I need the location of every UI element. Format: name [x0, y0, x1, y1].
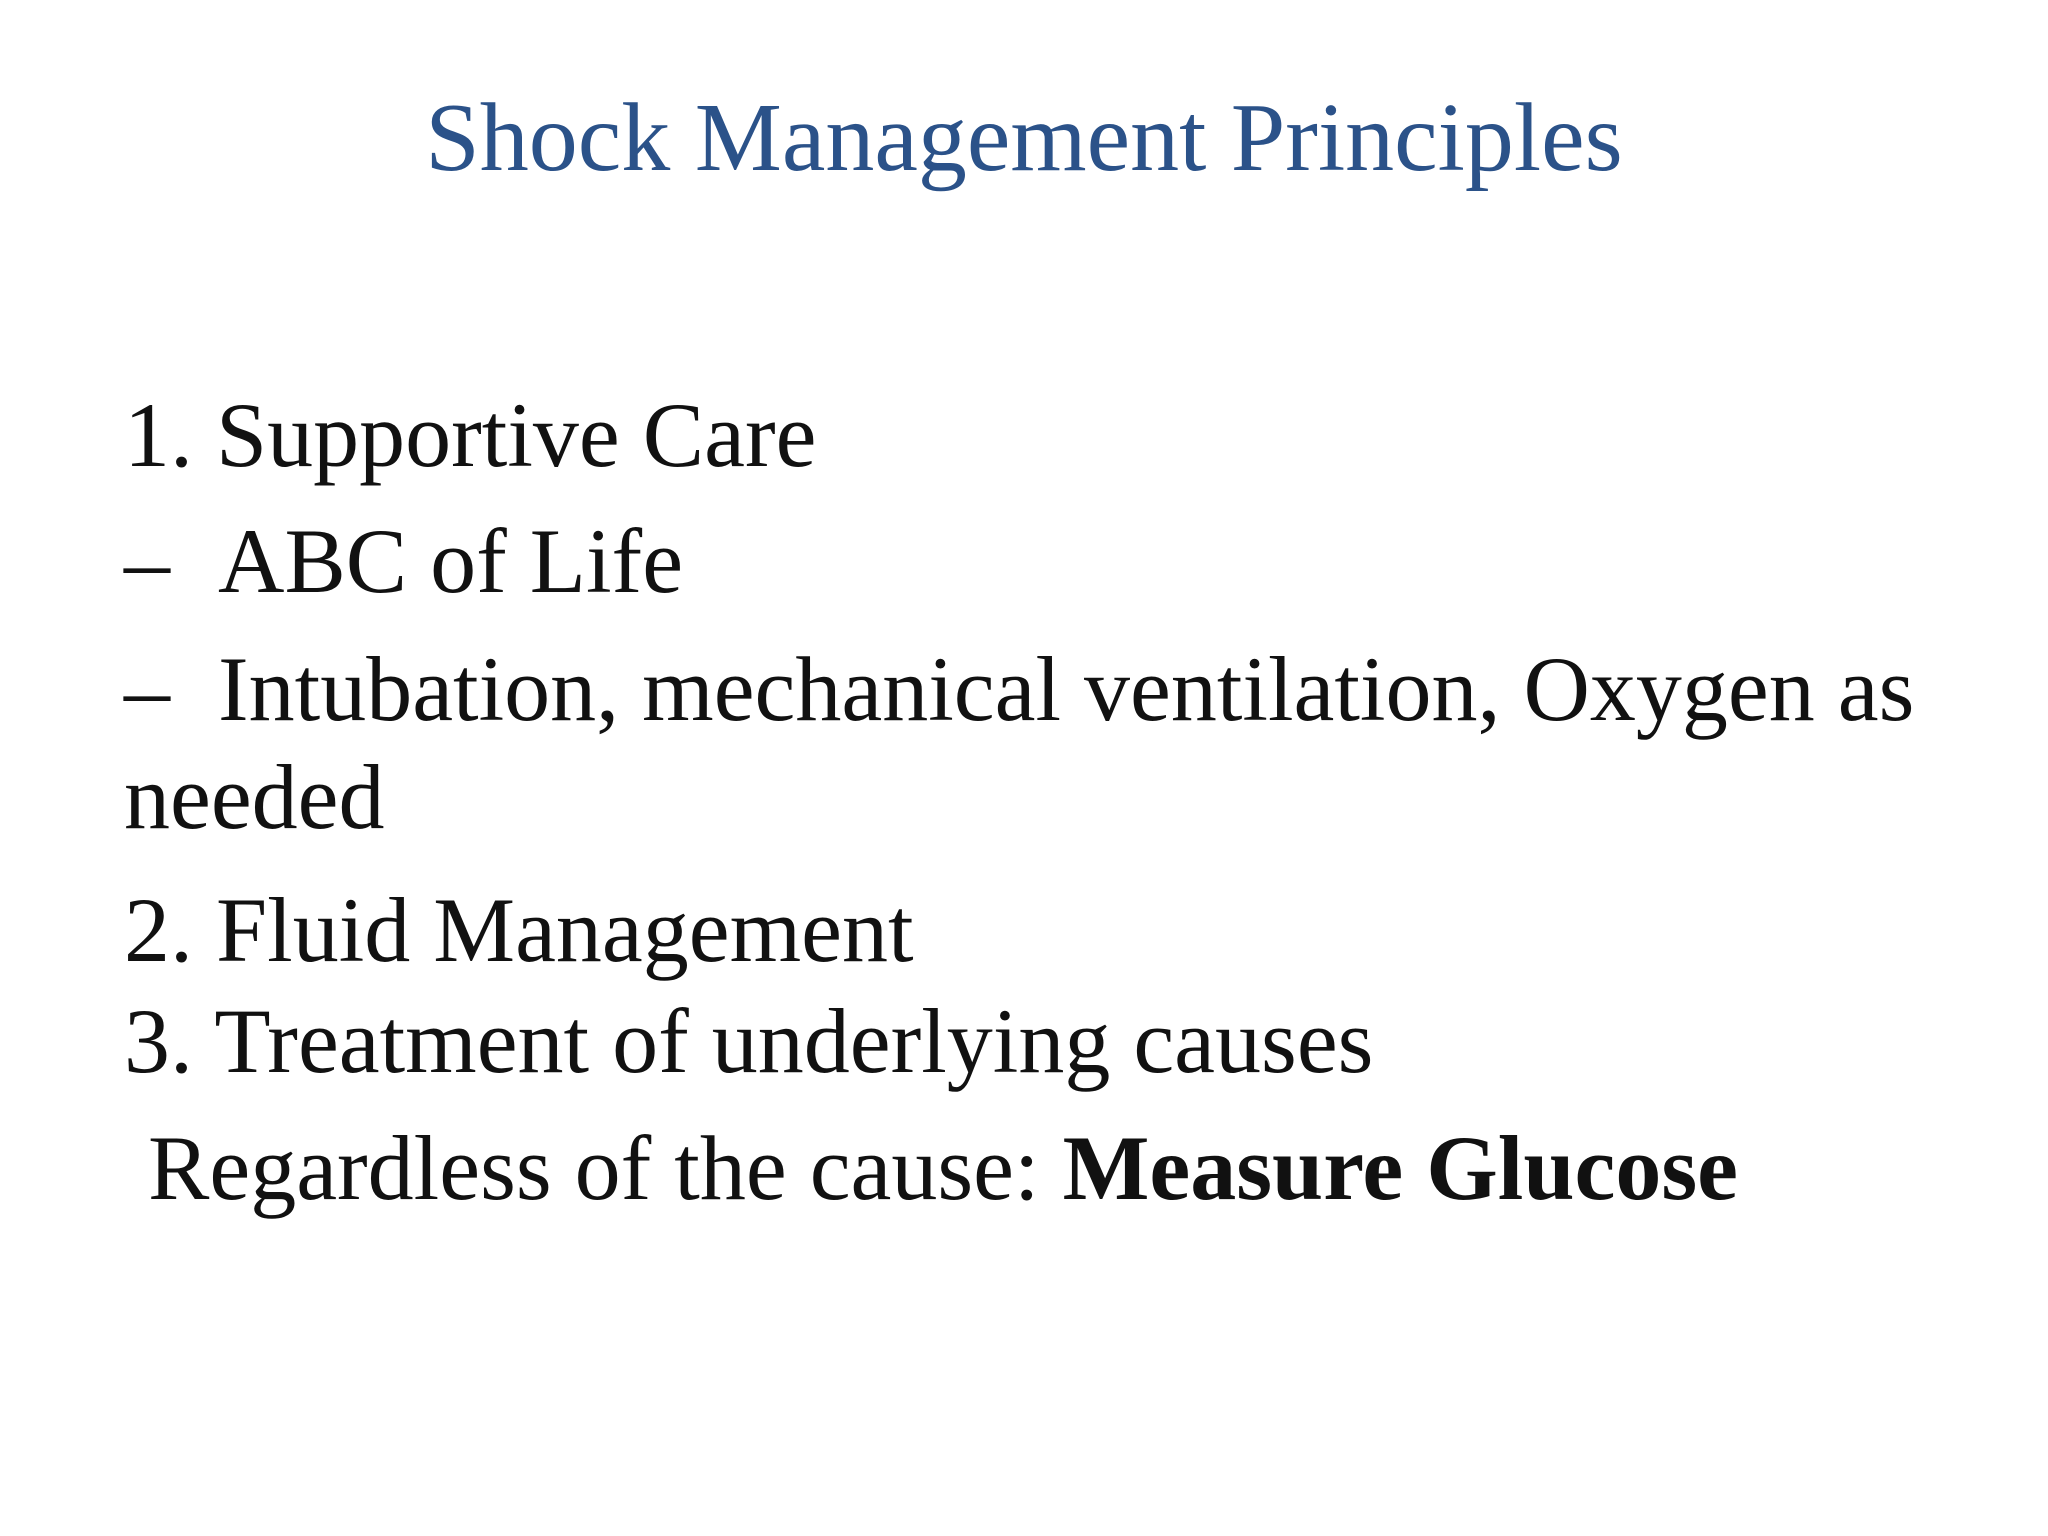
list-item-treatment-causes: 3. Treatment of underlying causes [124, 990, 1374, 1092]
sub-item-intubation [124, 634, 1914, 744]
dash-marker: – [124, 638, 170, 740]
sub-item-abc-of-life [124, 506, 683, 616]
dash-marker: – [124, 510, 170, 612]
sub-item-text: ABC of Life [218, 510, 684, 612]
slide-title: Shock Management Principles [425, 84, 1623, 192]
glucose-note [148, 1113, 1738, 1223]
glucose-note-emphasis: Measure Glucose [1062, 1117, 1738, 1219]
sub-item-intubation-continued: needed [124, 746, 385, 848]
sub-item-text: Intubation, mechanical ventilation, Oxygen as [218, 638, 1915, 740]
glucose-note-prefix: Regardless of the cause: [148, 1117, 1063, 1219]
list-item-supportive-care: 1. Supportive Care [124, 384, 817, 486]
list-item-fluid-management: 2. Fluid Management [124, 879, 914, 981]
